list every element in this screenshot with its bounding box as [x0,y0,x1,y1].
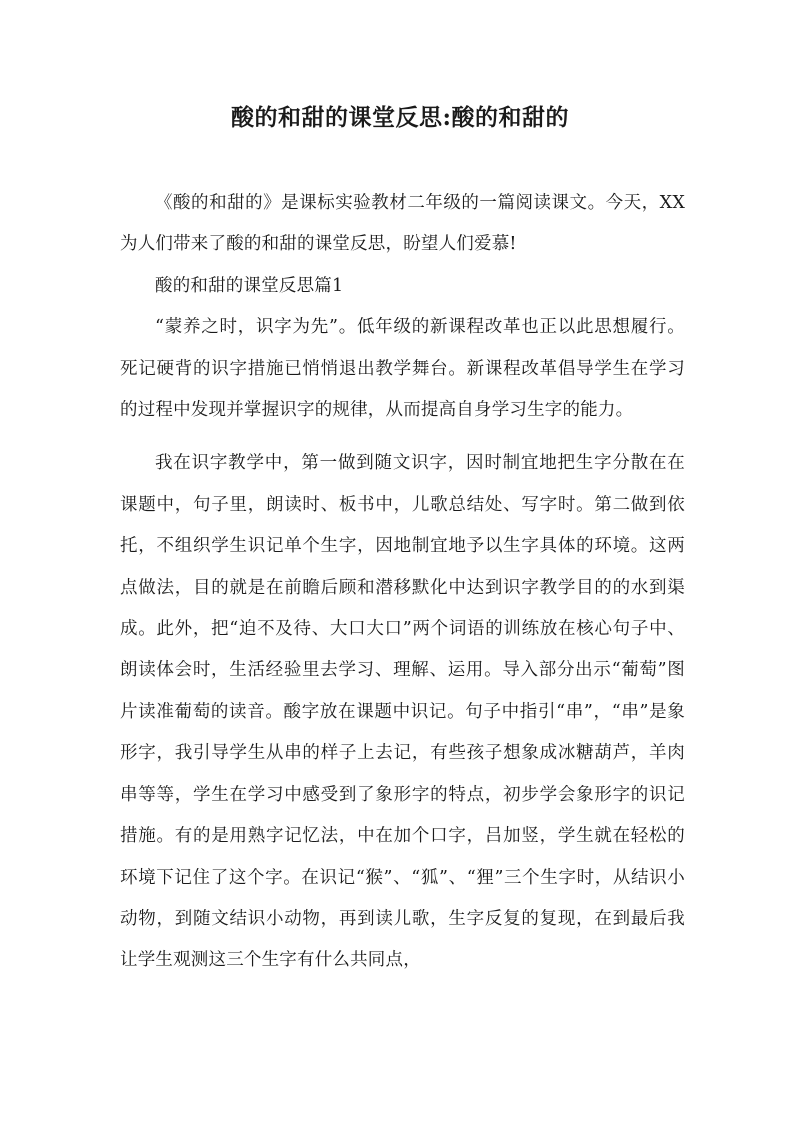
intro-paragraph: 《酸的和甜的》是课标实验教材二年级的一篇阅读课文。今天，XX为人们带来了酸的和甜的课堂反思，盼望人们爱慕! [120,193,685,255]
document-title: 酸的和甜的课堂反思:酸的和甜的 [231,104,569,131]
document-body [120,183,685,982]
body-paragraph: 我在识字教学中，第一做到随文识字，因时制宜地把生字分散在在课题中，句子里，朗读时、板书中，儿歌总结处、写字时。第二做到依托，不组织学生识记单个生字，因地制宜地予以生字具体的环境。这两点做法，目的就是在前瞻后顾和潜移默化中达到识字教学目的的水到渠成。此外，把“迫不及待、大口大口”两个词语的训练放在核心句子中、朗读体会时，生活经验里去学习、理解、运用。导入部分出示“葡萄”图片读准葡萄的读音。酸字放在课题中识记。句子中指引“串”，“串”是象形字，我引导学生从串的样子上去记，有些孩子想象成冰糖葫芦，羊肉串等等，学生在学习中感受到了象形字的特点，初步学会象形字的识记措施。有的是用熟字记忆法，中在加个口字，吕加竖，学生就在轻松的环境下记住了这个字。在识记“猴”、“狐”、“狸”三个生字时，从结识小动物，到随文结识小动物，再到读儿歌，生字反复的复现，在到最后我让学生观测这三个生字有什么共同点， [120,453,685,971]
section-heading: 酸的和甜的课堂反思篇1 [155,275,344,296]
body-paragraph: “蒙养之时，识字为先”。低年级的新课程改革也正以此思想履行。死记硬背的识字措施已悄悄退出教学舞台。新课程改革倡导学生在学习的过程中发现并掌握识字的规律，从而提高自身学习生字的能力。 [120,317,685,421]
